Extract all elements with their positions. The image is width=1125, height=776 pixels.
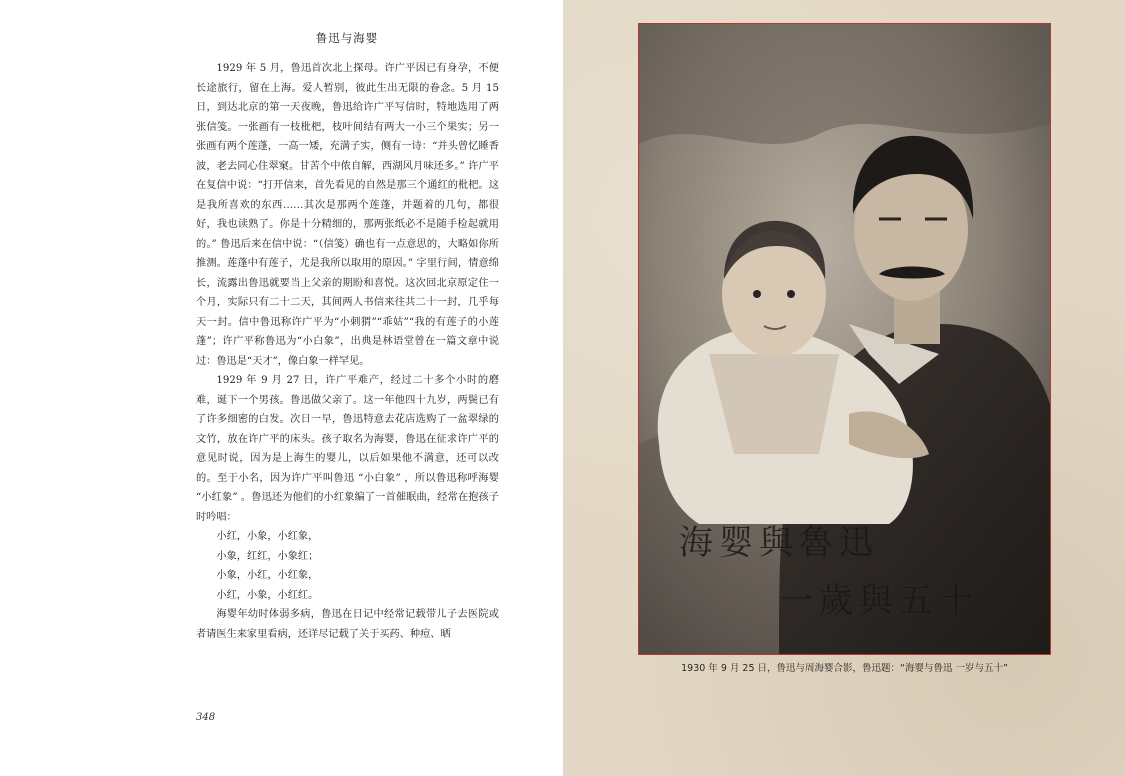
paragraph-2: 1929 年 9 月 27 日，许广平难产，经过二十多个小时的磨难，诞下一个男孩。鲁迅做父亲了。这一年他四十九岁，两鬓已有了许多细密的白发。次日一早，鲁迅特意去花店选购了一盆翠绿的文竹，放在许广平的床头。孩子取名为海婴，鲁迅在征求许广平的意见时说，因为是上海生的婴儿，以后如果他不满意，还可以改的。至于小名，因为许广平叫鲁迅 “小白象” ，所以鲁迅称呼海婴 “小红象” 。鲁迅还为他们的小红象编了一首催眠曲，经常在抱孩子时吟唱： xyxy=(196,375,499,523)
lullaby-line-2: 小象，红红，小象红； xyxy=(216,550,319,562)
paragraph-1: 1929 年 5 月，鲁迅首次北上探母。许广平因已有身孕，不便长途旅行，留在上海。爱人暂别，彼此生出无限的眷念。5 月 15 日，到达北京的第一天夜晚，鲁迅给许广平写信时，特地选用了两张信笺。一张画有一枝枇杷，枝叶间结有两大一小三个果实；另一张画有两个莲蓬，一高一矮，充满子实，侧有一诗：“并头曾忆睡香波，老去同心住翠窠。甘苦个中侬自解，西湖风月味还多。” 许广平在复信中说：“打开信来，首先看见的自然是那三个通红的枇杷。这是我所喜欢的东西……其次是那两个莲蓬，并题着的几句，都很好，我也读熟了。你是十分精细的，那两张纸必不是随手检起就用的。” 鲁迅后来在信中说：“（信笺）确也有一点意思的，大略如你所推测。莲蓬中有莲子，尤是我所以取用的原因。” 字里行间，情意绵长，流露出鲁迅就要当上父亲的期盼和喜悦。这次回北京原定住一个月，实际只有二十二天，其间两人书信来往共二十一封，几乎每天一封。信中鲁迅称许广平为“小刺猬”“乖姑”“我的有莲子的小莲蓬”；许广平称鲁迅为“小白象”，出典是林语堂曾在一篇文章中说过：鲁迅是“天才”，像白象一样罕见。 xyxy=(196,63,499,367)
lullaby-line-3: 小象，小红，小红象， xyxy=(216,570,319,581)
portrait-photo-image xyxy=(639,24,1050,654)
photo-inscription-line-2: 一歲與五十 xyxy=(779,581,979,621)
lullaby-line-1: 小红，小象，小红象， xyxy=(216,531,319,542)
photo-caption: 1930 年 9 月 25 日，鲁迅与周海婴合影，鲁迅题：“海婴与鲁迅 一岁与五十” xyxy=(681,663,1008,674)
page-number: 348 xyxy=(196,712,216,723)
paragraph-3: 海婴年幼时体弱多病，鲁迅在日记中经常记载带儿子去医院或者请医生来家里看病，还详尽记载了关于买药、种痘、晒 xyxy=(196,609,499,640)
running-head: 鲁迅与海婴 xyxy=(315,31,379,45)
body-text xyxy=(196,59,499,644)
portrait-photo xyxy=(638,23,1051,655)
right-page xyxy=(563,0,1125,776)
lullaby-line-4: 小红，小象，小红红。 xyxy=(216,589,319,601)
photo-inscription-line-1: 海婴與魯迅 xyxy=(679,523,879,563)
